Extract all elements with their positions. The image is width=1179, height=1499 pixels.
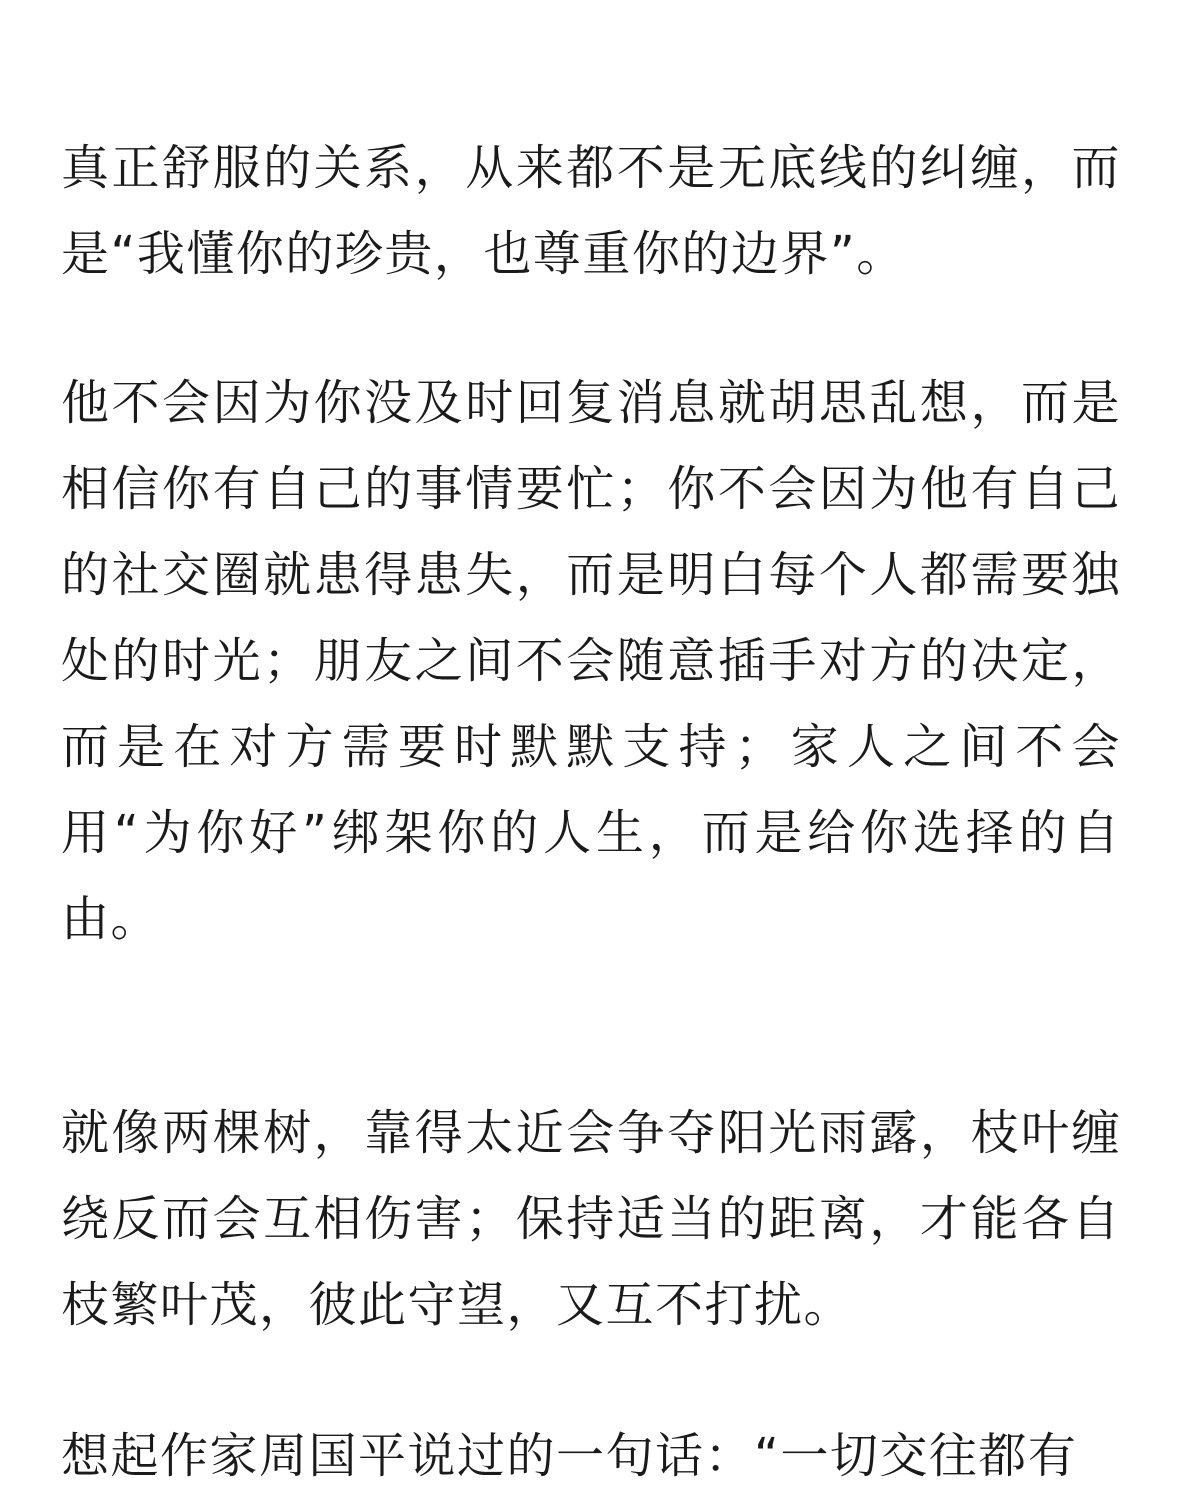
- paragraph-2: 他不会因为你没及时回复消息就胡思乱想，而是相信你有自己的事情要忙；你不会因为他有自己的社交圈就患得患失，而是明白每个人都需要独处的时光；朋友之间不会随意插手对方的决定，而是在对方需要时默默支持；家人之间不会用“为你好”绑架你的人生，而是给你选择的自由。: [61, 375, 1121, 947]
- paragraph-3: 就像两棵树，靠得太近会争夺阳光雨露，枝叶缠绕反而会互相伤害；保持适当的距离，才能各自枝繁叶茂，彼此守望，又互不打扰。: [61, 1105, 1121, 1333]
- paragraph-4-partial: 想起作家周国平说过的一句话：“一切交往都有: [61, 1428, 1078, 1484]
- paragraph-1: 真正舒服的关系，从来都不是无底线的纠缠，而是“我懂你的珍贵，也尊重你的边界”。: [61, 140, 1121, 282]
